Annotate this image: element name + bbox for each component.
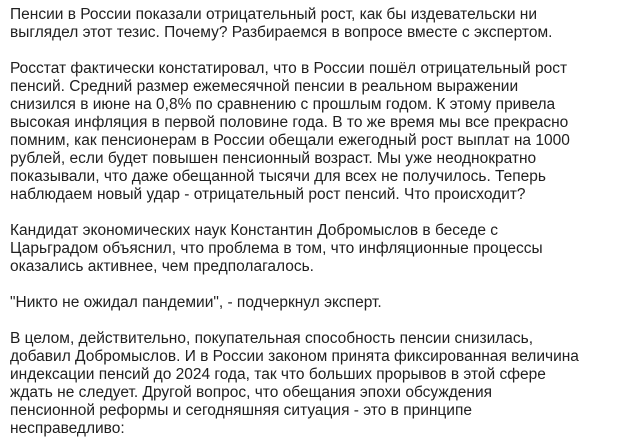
text-line: В целом, действительно, покупательная способность пенсии снизилась, <box>10 330 534 347</box>
article-body <box>10 6 616 438</box>
text-line: Росстат фактически констатировал, что в России пошёл отрицательный рост <box>10 60 568 77</box>
intro-paragraph <box>10 6 616 42</box>
text-line: наблюдаем новый удар - отрицательный рост пенсий. Что происходит? <box>10 186 526 203</box>
text-line: индексации пенсий до 2024 года, так что больших прорывов в этой сфере <box>10 366 546 383</box>
text-line: Кандидат экономических наук Константин Добромыслов в беседе с <box>10 222 499 239</box>
text-line: несправедливо: <box>10 420 125 437</box>
text-line: ждать не следует. Другой вопрос, что обещания эпохи обсуждения <box>10 384 492 401</box>
text-line: рублей, если будет повышен пенсионный возраст. Мы уже неоднократно <box>10 150 537 167</box>
text-line: снизился в июне на 0,8% по сравнению с прошлым годом. К этому привела <box>10 96 556 113</box>
text-line: Царьградом объяснил, что проблема в том, что инфляционные процессы <box>10 240 543 257</box>
text-line: "Никто не ожидал пандемии", - подчеркнул эксперт. <box>10 294 382 311</box>
text-line: пенсий. Средний размер ежемесячной пенсии в реальном выражении <box>10 78 519 95</box>
text-line: Пенсии в России показали отрицательный рост, как бы издевательски ни <box>10 6 538 23</box>
text-line: высокая инфляция в первой половине года. В то же время мы все прекрасно <box>10 114 569 131</box>
text-line: добавил Добромыслов. И в России законом принята фиксированная величина <box>10 348 579 365</box>
text-line: показывали, что даже обещанной тысячи для всех не получилось. Теперь <box>10 168 546 185</box>
quote-paragraph <box>10 294 616 312</box>
rosstat-paragraph <box>10 60 616 204</box>
text-line: выглядел этот тезис. Почему? Разбираемся в вопросе вместе с экспертом. <box>10 24 553 41</box>
conclusion-paragraph <box>10 330 616 438</box>
text-line: пенсионной реформы и сегодняшняя ситуация - это в принципе <box>10 402 472 419</box>
expert-paragraph <box>10 222 616 276</box>
text-line: оказались активнее, чем предполагалось. <box>10 258 314 275</box>
text-line: помним, как пенсионерам в России обещали ежегодный рост выплат на 1000 <box>10 132 570 149</box>
